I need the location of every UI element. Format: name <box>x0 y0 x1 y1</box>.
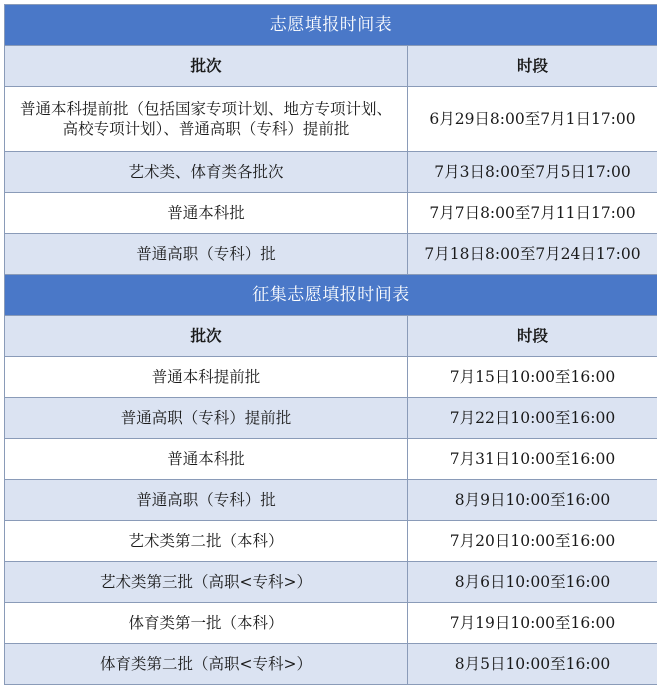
table2-row8-time: 8月5日10:00至16:00 <box>408 644 657 685</box>
schedule-table <box>4 4 657 685</box>
table1-title-row <box>5 5 657 46</box>
table-row <box>5 152 657 193</box>
table2-row5-batch: 艺术类第二批（本科） <box>5 521 408 562</box>
table1-row4-time: 7月18日8:00至7月24日17:00 <box>408 234 657 275</box>
table2-row6-batch: 艺术类第三批（高职<专科>） <box>5 562 408 603</box>
table2-row3-batch: 普通本科批 <box>5 439 408 480</box>
table2-row3-time: 7月31日10:00至16:00 <box>408 439 657 480</box>
table1-row3-batch: 普通本科批 <box>5 193 408 234</box>
table2-header-time: 时段 <box>408 316 657 357</box>
table2-row4-batch: 普通高职（专科）批 <box>5 480 408 521</box>
table-row <box>5 644 657 685</box>
table-row <box>5 357 657 398</box>
table2-title-row <box>5 275 657 316</box>
table2-row6-time: 8月6日10:00至16:00 <box>408 562 657 603</box>
table1-row4-batch: 普通高职（专科）批 <box>5 234 408 275</box>
schedule-document <box>4 4 657 685</box>
table1-row1-batch: 普通本科提前批（包括国家专项计划、地方专项计划、高校专项计划）、普通高职（专科）提前批 <box>5 87 408 152</box>
table-row <box>5 234 657 275</box>
table-row <box>5 398 657 439</box>
table1-header-batch: 批次 <box>5 46 408 87</box>
table1-row2-time: 7月3日8:00至7月5日17:00 <box>408 152 657 193</box>
table2-row4-time: 8月9日10:00至16:00 <box>408 480 657 521</box>
table2-header-row <box>5 316 657 357</box>
table-row <box>5 603 657 644</box>
table2-row2-batch: 普通高职（专科）提前批 <box>5 398 408 439</box>
table2-row7-time: 7月19日10:00至16:00 <box>408 603 657 644</box>
table2-row8-batch: 体育类第二批（高职<专科>） <box>5 644 408 685</box>
table1-row2-batch: 艺术类、体育类各批次 <box>5 152 408 193</box>
table2-row7-batch: 体育类第一批（本科） <box>5 603 408 644</box>
table1-row3-time: 7月7日8:00至7月11日17:00 <box>408 193 657 234</box>
table1-header-row <box>5 46 657 87</box>
table-row <box>5 480 657 521</box>
table-row <box>5 193 657 234</box>
table-row <box>5 439 657 480</box>
table2-row1-batch: 普通本科提前批 <box>5 357 408 398</box>
table2-row2-time: 7月22日10:00至16:00 <box>408 398 657 439</box>
table2-row5-time: 7月20日10:00至16:00 <box>408 521 657 562</box>
table2-title: 征集志愿填报时间表 <box>5 275 657 316</box>
table2-header-batch: 批次 <box>5 316 408 357</box>
table1-title: 志愿填报时间表 <box>5 5 657 46</box>
table1-header-time: 时段 <box>408 46 657 87</box>
table-row <box>5 562 657 603</box>
table-row <box>5 87 657 152</box>
table1-row1-time: 6月29日8:00至7月1日17:00 <box>408 87 657 152</box>
table2-row1-time: 7月15日10:00至16:00 <box>408 357 657 398</box>
table-row <box>5 521 657 562</box>
